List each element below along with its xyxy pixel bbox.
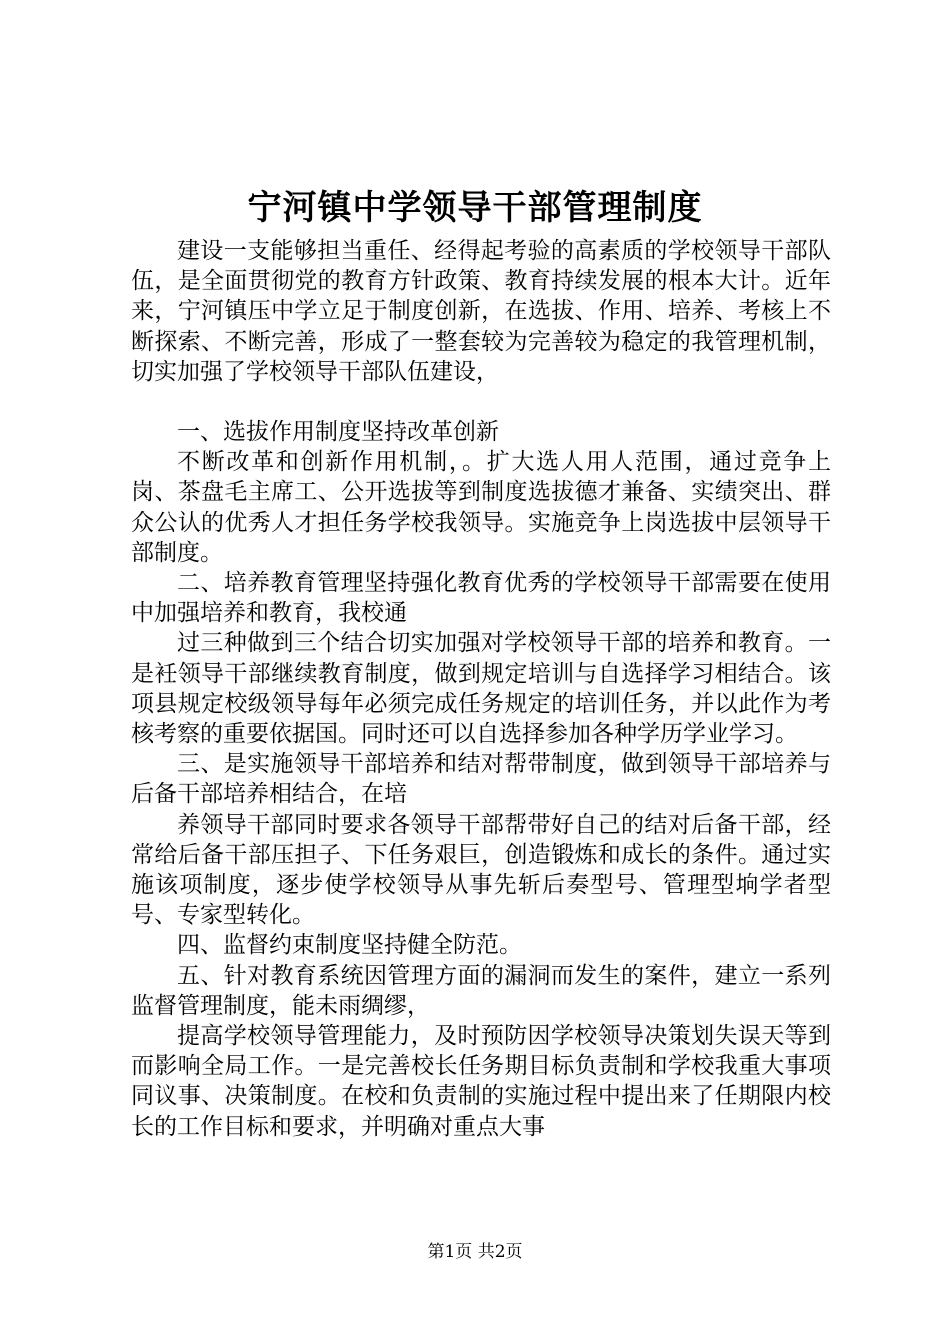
paragraph-section-heading-5: 五、针对教育系统因管理方面的漏洞而发生的案件，建立一系列监督管理制度，能未雨绸缪， — [131, 962, 831, 1019]
page-title: 宁河镇中学领导干部管理制度 — [247, 188, 703, 228]
paragraph: 养领导干部同时要求各领导干部帮带好自己的结对后备干部，经常给后备干部压担子、下任务艰巨，创造锻炼和成长的条件。通过实施该项制度，逐步使学校领导从事先斩后奏型号、管理型垧学者型号、专家型转化。 — [131, 811, 831, 929]
paragraph-section-heading-3: 三、是实施领导干部培养和结对帮带制度，做到领导干部培养与后备干部培养相结合，在培 — [131, 751, 831, 808]
paragraph: 过三种做到三个结合切实加强对学校领导干部的培养和教育。一是衽领导干部继续教育制度，做到规定培训与自选择学习相结合。该项县规定校级领导每年必须完成任务规定的培训任务，并以此作为考核考察的重要依据国。同时还可以自选择参加各种学历学业学习。 — [131, 630, 831, 748]
paragraph: 不断改革和创新作用机制，。扩大选人用人范围，通过竞争上岗、茶盘毛主席工、公开选拔等到制度选拔德才兼备、实绩突出、群众公认的优秀人才担任务学校我领导。实施竞争上岗选拔中层领导干部制度。 — [131, 449, 831, 566]
paragraph-section-heading-2: 二、培养教育管理坚持强化教育优秀的学校领导干部需要在使用中加强培养和教育，我校通 — [131, 570, 831, 627]
paragraph: 提高学校领导管理能力，及时预防因学校领导决策划失误天等到而影响全局工作。一是完善校长任务期目标负责制和学校我重大事项同议事、决策制度。在校和负责制的实施过程中提出来了任期限内校长的工作目标和要求，并明确对重点大事 — [131, 1023, 831, 1140]
page-footer: 第1页 共2页 — [427, 1242, 523, 1262]
document-body — [131, 236, 831, 1142]
paragraph-section-heading-1: 一、选拔作用制度坚持改革创新 — [177, 419, 499, 446]
paragraph-section-heading-4: 四、监督约束制度坚持健全防范。 — [177, 932, 522, 959]
paragraph-intro: 建设一支能够担当重任、经得起考验的高素质的学校领导干部队伍，是全面贯彻党的教育方针政策、教育持续发展的根本大计。近年来，宁河镇压中学立足于制度创新，在选拔、作用、培养、考核上不断探索、不断完善，形成了一整套较为完善较为稳定的我管理机制，切实加强了学校领导干部队伍建设， — [131, 238, 831, 385]
